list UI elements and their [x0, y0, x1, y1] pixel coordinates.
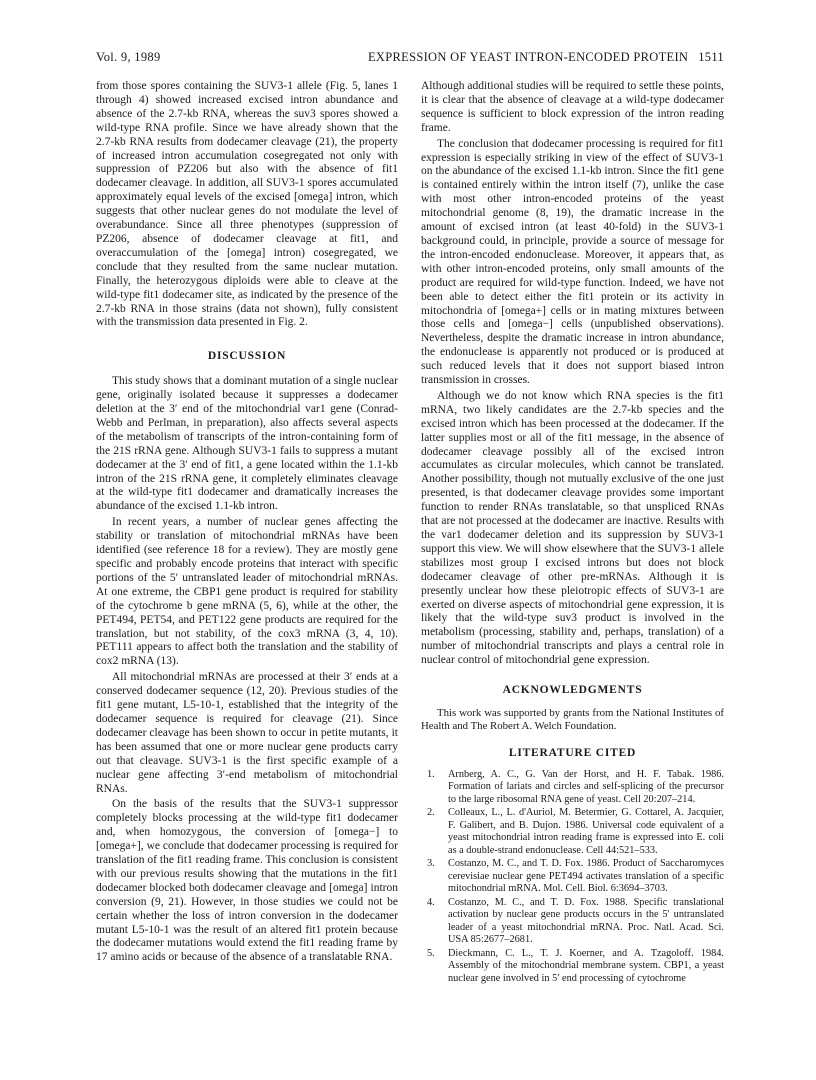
- discussion-paragraph: Although additional studies will be required to settle these points, it is clear that the absence of cleavage at a wild-type dodecamer sequence is sufficient to block expression of the intron reading frame.: [421, 80, 724, 134]
- discussion-paragraph: All mitochondrial mRNAs are processed at their 3′ ends at a conserved dodecamer sequence (12, 20). Previous studies of the fit1 gene mutant, L5-10-1, established that the integrity of the dodecamer sequence is required for cleavage (21). Since dodecamer cleavage has been shown to occur in petite mutants, it has been assumed that one or more nuclear gene products carry out that cleavage. SUV3-1 is the first specific example of a nuclear gene affecting 3′-end metabolism of mitochondrial RNAs.: [96, 671, 398, 795]
- discussion-paragraph: In recent years, a number of nuclear genes affecting the stability or translation of mitochondrial mRNAs have been identified (see reference 18 for a review). They are mostly gene specific and probably encode proteins that interact with specific portions of the 5′ untranslated leader of mitochondrial mRNAs. At one extreme, the CBP1 gene product is required for stability of the cytochrome b gene mRNA (5, 6), while at the other, the PET494, PET54, and PET122 gene products are required for the translation, but not stability, of the cox3 mRNA (3, 4, 10). PET111 appears to affect both the translation and the stability of cox2 mRNA (13).: [96, 516, 398, 668]
- reference-item: [421, 769, 724, 807]
- reference-number: 3.: [427, 858, 435, 870]
- reference-text: Dieckmann, C. L., T. J. Koerner, and A. Tzagoloff. 1984. Assembly of the mitochondrial membrane system. CBP1, a yeast nuclear gene involved in 5′ end processing of cytochrome: [448, 947, 724, 984]
- acknowledgments-text: This work was supported by grants from the National Institutes of Health and The Robert A. Welch Foundation.: [421, 706, 724, 732]
- reference-item: [421, 897, 724, 947]
- reference-number: 1.: [427, 768, 435, 780]
- reference-text: Costanzo, M. C., and T. D. Fox. 1988. Specific translational activation by nuclear gene products occurs in the 5′ untranslated leader of a yeast mitochondrial mRNA. Proc. Natl. Acad. Sci. USA 85:2677–2681.: [448, 896, 724, 946]
- reference-number: 4.: [427, 896, 435, 908]
- reference-number: 5.: [427, 947, 435, 959]
- reference-text: Costanzo, M. C., and T. D. Fox. 1986. Product of Saccharomyces cerevisiae nuclear gene PET494 activates translation of a specific mitochondrial mRNA. Mol. Cell. Biol. 6:3694–3703.: [448, 858, 724, 895]
- running-title: EXPRESSION OF YEAST INTRON-ENCODED PROTEIN: [368, 50, 689, 64]
- reference-list: [421, 769, 724, 986]
- discussion-paragraph: The conclusion that dodecamer processing is required for fit1 expression is especially striking in view of the effect of SUV3-1 on the abundance of the excised 1.1-kb intron. Since the fit1 gene is contained entirely within the intron itself (7), unlike the case with most other intron-encoded proteins of the yeast mitochondrial genome (8, 19), the dramatic increase in the amount of excised intron (at least 40-fold) in the SUV3-1 background could, in principle, provide a source of message for the intron-encoded endonuclease. Moreover, it appears that, as with other intron-encoded proteins, only small amounts of the product are required for wild-type function. Indeed, we have not been able to detect either the fit1 protein or its activity in mitochondria of [omega+] cells or in mating mixtures between those cells and [omega−] cells (unpublished observations). Nevertheless, despite the dramatic increase in intron abundance, the endonuclease is apparently not produced or is produced at such reduced levels that it does not support biased intron transmission in crosses.: [421, 137, 724, 387]
- literature-cited-heading: LITERATURE CITED: [508, 746, 637, 759]
- right-column: [421, 80, 724, 986]
- running-header: [96, 50, 724, 68]
- discussion-paragraph: This study shows that a dominant mutation of a single nuclear gene, originally isolated because it suppresses a dodecamer deletion at the 3′ end of the mitochondrial var1 gene (Conrad-Webb and Perlman, in preparation), also affects several aspects of the metabolism of transcripts of the intron-containing form of the 21S rRNA gene. Although SUV3-1 fails to suppress a mutant dodecamer at the 3′ end of fit1, a gene located within the 1.1-kb intron of the 21S rRNA gene, it completely eliminates cleavage at the wild-type fit1 dodecamer and dramatically increases the abundance of the excised 1.1-kb intron.: [96, 375, 398, 513]
- discussion-heading: DISCUSSION: [207, 350, 287, 363]
- reference-text: Colleaux, L., L. d'Auriol, M. Betermier, G. Cottarel, A. Jacquier, F. Galibert, and B. Dujon. 1986. Universal code equivalent of a yeast mitochondrial intron reading frame is expressed into E. coli as a double-strand endonuclease. Cell 44:521–533.: [448, 807, 724, 856]
- left-column: [96, 80, 398, 965]
- discussion-paragraph: On the basis of the results that the SUV3-1 suppressor completely blocks processing at the wild-type fit1 dodecamer and, when homozygous, the conversion of [omega−] to [omega+], we conclude that dodecamer processing is required for translation of the fit1 reading frame. This conclusion is consistent with our previous results showing that the mutations in the fit1 dodecamer blocked both dodecamer cleavage and [omega] intron conversion (9, 21). However, in those studies we could not be certain whether the loss of intron conversion in the dodecamer mutant L5-10-1 was the result of an altered fit1 protein because the dodecamer mutations would extend the fit1 reading frame by 17 amino acids or because of the absence of a translatable RNA.: [96, 798, 398, 964]
- discussion-paragraph: Although we do not know which RNA species is the fit1 mRNA, two likely candidates are the 2.7-kb species and the excised intron which has been processed at the dodecamer. If the latter supplies most or all of the fit1 message, in the absence of dodecamer cleavage possibly all of the excised intron accumulates as circular molecules, which cannot be translated. Another possibility, though not mutually exclusive of the one just presented, is that dodecamer cleavage provides some important function to render RNAs translatable, so that unspliced RNAs that are not processed at the dodecamer are inactive. Results with the var1 dodecamer deletion and its suppression by SUV3-1 support this view. We will show elsewhere that the SUV3-1 allele stabilizes most group I excised introns but does not block dodecamer cleavage of other pre-mRNAs. Although it is presently unclear how these pleiotropic effects of SUV3-1 are exerted on diverse aspects of mitochondrial gene expression, it is likely that the wild-type suv3 product is involved in the metabolism (processing, stability and, perhaps, translation) of a number of mitochondrial transcripts and plays a central role in nuclear control of mitochondrial gene expression.: [421, 389, 724, 667]
- acknowledgments-heading: ACKNOWLEDGMENTS: [502, 684, 643, 697]
- reference-item: [421, 858, 724, 896]
- reference-item: [421, 948, 724, 986]
- reference-number: 2.: [427, 807, 435, 819]
- results-paragraph-end: from those spores containing the SUV3-1 allele (Fig. 5, lanes 1 through 4) showed increased excised intron abundance and absence of the 2.7-kb RNA, whereas the suv3 spores showed a wild-type RNA profile. Since we have already shown that the 2.7-kb RNA results from dodecamer cleavage (21), the property of increased intron accumulation cosegregated not only with suppression of PZ206 but also with the absence of fit1 dodecamer cleavage. In addition, all SUV3-1 spores accumulated approximately equal levels of the excised [omega] intron, which suggests that other nuclear genes do not modulate the level of overabundance. Since all three phenotypes (suppression of PZ206, absence of dodecamer cleavage at fit1, and overaccumulation of the [omega] intron) cosegregated, we conclude that they resulted from the same nuclear mutation. Finally, the heterozygous diploids were able to cleave at the wild-type fit1 dodecamer site, as indicated by the presence of the 2.7-kb RNA in those strains (data not shown), fully consistent with the transmission data presented in Fig. 2.: [96, 80, 398, 329]
- reference-text: Arnberg, A. C., G. Van der Horst, and H. F. Tabak. 1986. Formation of lariats and circles and self-splicing of the precursor to the large ribosomal RNA gene of yeast. Cell 20:207–214.: [448, 768, 724, 805]
- reference-item: [421, 807, 724, 857]
- page-number: 1511: [698, 50, 724, 64]
- journal-volume: Vol. 9, 1989: [96, 50, 161, 64]
